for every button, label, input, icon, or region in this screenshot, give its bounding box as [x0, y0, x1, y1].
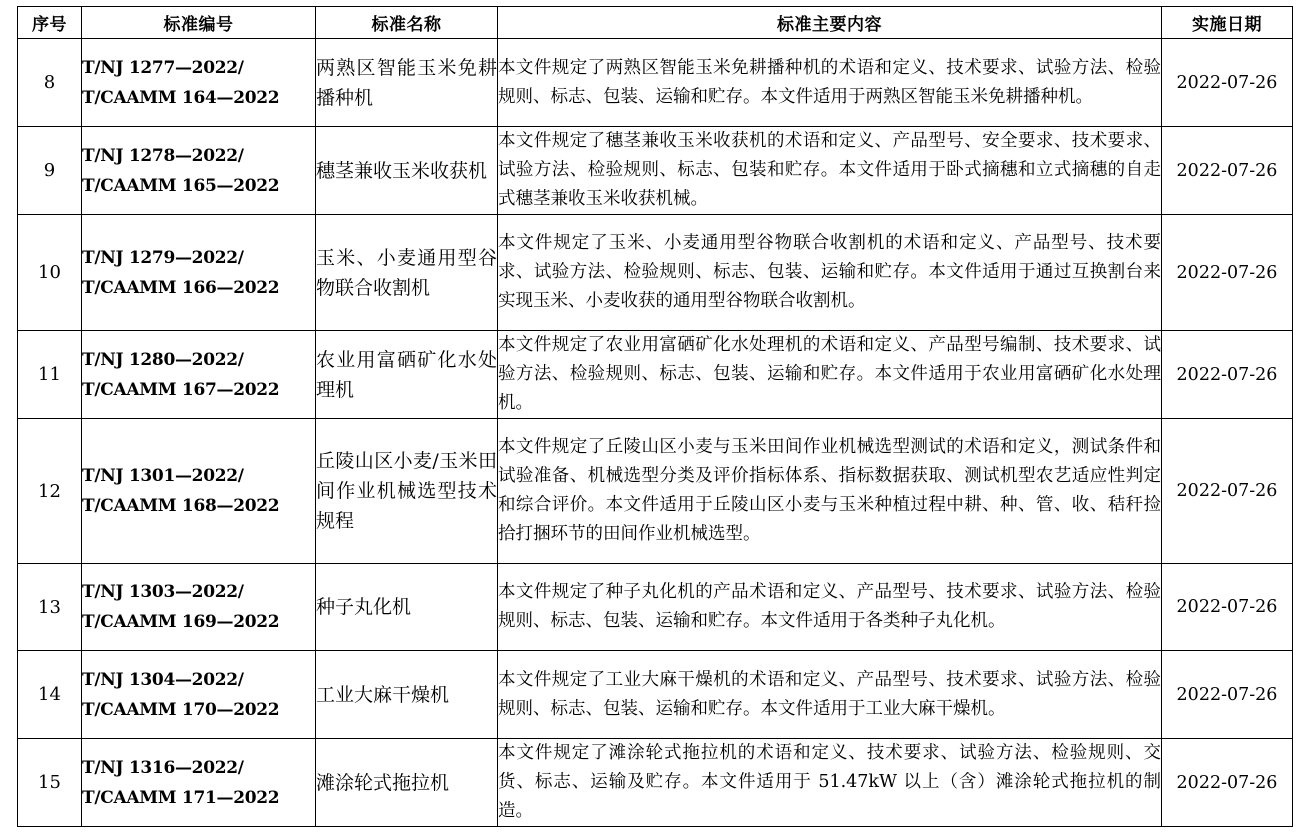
row-code-caamm: T/CAAMM 169—2022 — [82, 612, 280, 632]
row-code-caamm: T/CAAMM 164—2022 — [82, 87, 280, 108]
row-code — [82, 215, 316, 331]
row-code — [82, 419, 316, 564]
row-date: 2022-07-26 — [1162, 564, 1293, 651]
row-code-caamm: T/CAAMM 167—2022 — [82, 379, 280, 400]
header-content: 标准主要内容 — [498, 7, 1162, 39]
row-no: 9 — [18, 127, 82, 215]
row-name: 玉米、小麦通用型谷物联合收割机 — [316, 215, 498, 331]
table-row — [18, 419, 1293, 564]
row-name: 两熟区智能玉米免耕播种机 — [316, 39, 498, 127]
row-date: 2022-07-26 — [1162, 419, 1293, 564]
row-date: 2022-07-26 — [1162, 39, 1293, 127]
row-content: 本文件规定了工业大麻干燥机的术语和定义、产品型号、技术要求、试验方法、检验规则、标志、包装、运输和贮存。本文件适用于工业大麻干燥机。 — [498, 651, 1162, 739]
standards-table — [17, 6, 1293, 827]
row-no: 10 — [18, 215, 82, 331]
row-code — [82, 564, 316, 651]
header-no: 序号 — [18, 7, 82, 39]
header-date: 实施日期 — [1162, 7, 1293, 39]
row-code — [82, 39, 316, 127]
row-name: 工业大麻干燥机 — [316, 651, 498, 739]
row-no: 15 — [18, 739, 82, 827]
row-date: 2022-07-26 — [1162, 127, 1293, 215]
row-code-nj: T/NJ 1301—2022/ — [82, 466, 244, 486]
row-no: 8 — [18, 39, 82, 127]
row-name: 种子丸化机 — [316, 564, 498, 651]
row-content: 本文件规定了穗茎兼收玉米收获机的术语和定义、产品型号、安全要求、技术要求、试验方法、检验规则、标志、包装和贮存。本文件适用于卧式摘穗和立式摘穗的自走式穗茎兼收玉米收获机械。 — [498, 127, 1162, 215]
table-row — [18, 39, 1293, 127]
row-content: 本文件规定了丘陵山区小麦与玉米田间作业机械选型测试的术语和定义，测试条件和试验准备、机械选型分类及评价指标体系、指标数据获取、测试机型农艺适应性判定和综合评价。本文件适用于丘陵山区小麦与玉米种植过程中耕、种、管、收、秸秆捡拾打捆环节的田间作业机械选型。 — [498, 419, 1162, 564]
table-row — [18, 331, 1293, 419]
row-no: 13 — [18, 564, 82, 651]
header-name: 标准名称 — [316, 7, 498, 39]
row-code-caamm: T/CAAMM 165—2022 — [82, 175, 280, 196]
row-content: 本文件规定了农业用富硒矿化水处理机的术语和定义、产品型号编制、技术要求、试验方法、检验规则、标志、包装、运输和贮存。本文件适用于农业用富硒矿化水处理机。 — [498, 331, 1162, 419]
table-row — [18, 651, 1293, 739]
row-code — [82, 739, 316, 827]
table-row — [18, 564, 1293, 651]
row-code-nj: T/NJ 1280—2022/ — [82, 349, 244, 370]
row-name: 滩涂轮式拖拉机 — [316, 739, 498, 827]
table-header-row — [18, 7, 1293, 39]
row-content: 本文件规定了种子丸化机的产品术语和定义、产品型号、技术要求、试验方法、检验规则、标志、包装、运输和贮存。本文件适用于各类种子丸化机。 — [498, 564, 1162, 651]
row-name: 农业用富硒矿化水处理机 — [316, 331, 498, 419]
row-no: 11 — [18, 331, 82, 419]
row-code — [82, 331, 316, 419]
table-row — [18, 739, 1293, 827]
row-content: 本文件规定了滩涂轮式拖拉机的术语和定义、技术要求、试验方法、检验规则、交货、标志、运输及贮存。本文件适用于 51.47kW 以上（含）滩涂轮式拖拉机的制造。 — [498, 739, 1162, 827]
row-code-caamm: T/CAAMM 168—2022 — [82, 496, 280, 516]
row-date: 2022-07-26 — [1162, 739, 1293, 827]
row-code-caamm: T/CAAMM 171—2022 — [82, 787, 280, 808]
row-code-nj: T/NJ 1316—2022/ — [82, 757, 244, 778]
row-date: 2022-07-26 — [1162, 331, 1293, 419]
row-name: 丘陵山区小麦/玉米田间作业机械选型技术规程 — [316, 419, 498, 564]
row-content: 本文件规定了玉米、小麦通用型谷物联合收割机的术语和定义、产品型号、技术要求、试验方法、检验规则、标志、包装、运输和贮存。本文件适用于通过互换割台来实现玉米、小麦收获的通用型谷物联合收割机。 — [498, 215, 1162, 331]
header-code: 标准编号 — [82, 7, 316, 39]
row-date: 2022-07-26 — [1162, 651, 1293, 739]
row-code-nj: T/NJ 1278—2022/ — [82, 145, 244, 166]
table-row — [18, 127, 1293, 215]
row-code-nj: T/NJ 1303—2022/ — [82, 582, 244, 602]
row-code-caamm: T/CAAMM 170—2022 — [82, 699, 280, 720]
table-row — [18, 215, 1293, 331]
row-code — [82, 651, 316, 739]
row-code-nj: T/NJ 1279—2022/ — [82, 247, 244, 268]
row-code — [82, 127, 316, 215]
row-no: 14 — [18, 651, 82, 739]
row-content: 本文件规定了两熟区智能玉米免耕播种机的术语和定义、技术要求、试验方法、检验规则、标志、包装、运输和贮存。本文件适用于两熟区智能玉米免耕播种机。 — [498, 39, 1162, 127]
row-date: 2022-07-26 — [1162, 215, 1293, 331]
row-code-caamm: T/CAAMM 166—2022 — [82, 277, 280, 298]
row-no: 12 — [18, 419, 82, 564]
row-name: 穗茎兼收玉米收获机 — [316, 127, 498, 215]
row-code-nj: T/NJ 1277—2022/ — [82, 57, 244, 78]
row-code-nj: T/NJ 1304—2022/ — [82, 669, 244, 690]
